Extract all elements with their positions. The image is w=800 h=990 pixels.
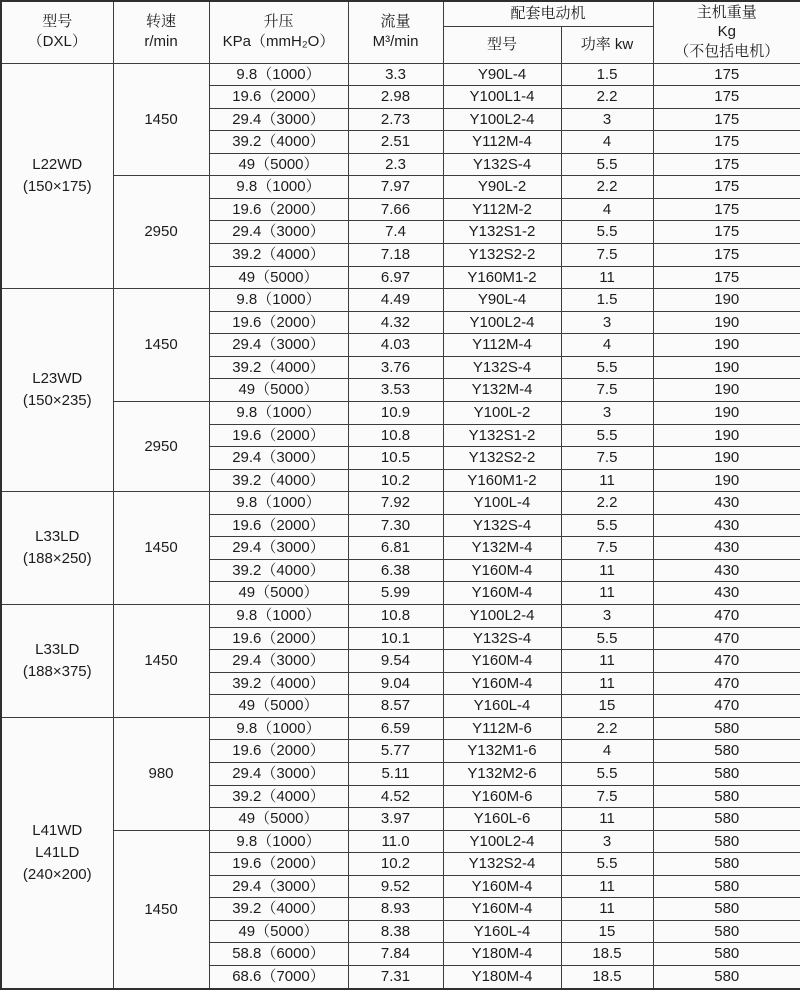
flow-cell: 10.5: [348, 447, 443, 470]
pressure-cell: 49（5000）: [209, 695, 348, 718]
motor-power-cell: 15: [561, 920, 653, 943]
motor-power-cell: 3: [561, 108, 653, 131]
header-flow: [348, 1, 443, 63]
motor-power-cell: 3: [561, 830, 653, 853]
speed-cell: 1450: [113, 605, 209, 718]
pressure-cell: 39.2（4000）: [209, 469, 348, 492]
weight-cell: 470: [653, 605, 800, 628]
motor-model-cell: Y160M-4: [443, 650, 561, 673]
flow-cell: 10.9: [348, 401, 443, 424]
motor-power-cell: 7.5: [561, 379, 653, 402]
flow-cell: 10.8: [348, 424, 443, 447]
speed-cell: 1450: [113, 830, 209, 989]
motor-model-cell: Y132S2-2: [443, 447, 561, 470]
weight-cell: 580: [653, 785, 800, 808]
weight-cell: 580: [653, 966, 800, 990]
flow-cell: 7.31: [348, 966, 443, 990]
header-model-line1: 型号: [42, 13, 73, 31]
weight-cell: 580: [653, 943, 800, 966]
motor-model-cell: Y132M-4: [443, 537, 561, 560]
flow-cell: 6.38: [348, 559, 443, 582]
flow-cell: 3.76: [348, 356, 443, 379]
model-line: (150×175): [22, 177, 92, 195]
table-row: [1, 605, 800, 628]
weight-cell: 470: [653, 650, 800, 673]
pressure-cell: 29.4（3000）: [209, 875, 348, 898]
flow-cell: 4.52: [348, 785, 443, 808]
header-motor-power: 功率 kw: [561, 26, 653, 63]
model-cell: [1, 289, 113, 492]
pressure-cell: 19.6（2000）: [209, 198, 348, 221]
weight-cell: 580: [653, 762, 800, 785]
motor-model-cell: Y180M-4: [443, 966, 561, 990]
motor-model-cell: Y132S-4: [443, 514, 561, 537]
motor-model-cell: Y112M-4: [443, 334, 561, 357]
motor-model-cell: Y160M-4: [443, 672, 561, 695]
motor-power-cell: 11: [561, 650, 653, 673]
header-speed: [113, 1, 209, 63]
model-line: L33LD: [35, 641, 80, 659]
table-row: [1, 63, 800, 86]
motor-power-cell: 4: [561, 198, 653, 221]
weight-cell: 175: [653, 221, 800, 244]
pressure-cell: 9.8（1000）: [209, 492, 348, 515]
flow-cell: 5.99: [348, 582, 443, 605]
motor-power-cell: 1.5: [561, 289, 653, 312]
pressure-cell: 49（5000）: [209, 808, 348, 831]
pressure-cell: 29.4（3000）: [209, 334, 348, 357]
motor-power-cell: 5.5: [561, 762, 653, 785]
pressure-cell: 49（5000）: [209, 379, 348, 402]
flow-cell: 10.1: [348, 627, 443, 650]
pressure-cell: 49（5000）: [209, 920, 348, 943]
pressure-cell: 29.4（3000）: [209, 537, 348, 560]
flow-cell: 9.04: [348, 672, 443, 695]
weight-cell: 470: [653, 672, 800, 695]
flow-cell: 8.57: [348, 695, 443, 718]
model-cell: [1, 717, 113, 989]
pressure-cell: 19.6（2000）: [209, 853, 348, 876]
motor-model-cell: Y160L-4: [443, 920, 561, 943]
flow-cell: 3.97: [348, 808, 443, 831]
pressure-cell: 29.4（3000）: [209, 108, 348, 131]
motor-power-cell: 1.5: [561, 63, 653, 86]
motor-power-cell: 5.5: [561, 627, 653, 650]
speed-cell: 2950: [113, 401, 209, 491]
weight-cell: 175: [653, 63, 800, 86]
table-row: [1, 176, 800, 199]
flow-cell: 4.49: [348, 289, 443, 312]
weight-cell: 580: [653, 898, 800, 921]
motor-power-cell: 5.5: [561, 424, 653, 447]
flow-cell: 7.18: [348, 244, 443, 267]
table-row: [1, 717, 800, 740]
motor-model-cell: Y180M-4: [443, 943, 561, 966]
table-row: [1, 289, 800, 312]
model-line: L33LD: [35, 528, 80, 546]
motor-model-cell: Y112M-6: [443, 717, 561, 740]
motor-model-cell: Y112M-2: [443, 198, 561, 221]
header-motor-group: 配套电动机: [443, 1, 653, 26]
weight-cell: 580: [653, 808, 800, 831]
weight-cell: 175: [653, 153, 800, 176]
weight-cell: 190: [653, 334, 800, 357]
motor-model-cell: Y132M2-6: [443, 762, 561, 785]
weight-cell: 470: [653, 627, 800, 650]
pressure-cell: 68.6（7000）: [209, 966, 348, 990]
pressure-cell: 39.2（4000）: [209, 131, 348, 154]
pressure-cell: 9.8（1000）: [209, 63, 348, 86]
motor-model-cell: Y160M-6: [443, 785, 561, 808]
pressure-cell: 29.4（3000）: [209, 762, 348, 785]
motor-model-cell: Y132M1-6: [443, 740, 561, 763]
motor-power-cell: 2.2: [561, 717, 653, 740]
pressure-cell: 49（5000）: [209, 582, 348, 605]
flow-cell: 4.03: [348, 334, 443, 357]
header-pressure-line1: 升压: [263, 13, 294, 31]
header-flow-line1: 流量: [380, 13, 411, 31]
motor-model-cell: Y160M1-2: [443, 469, 561, 492]
model-cell: [1, 605, 113, 718]
motor-power-cell: 7.5: [561, 537, 653, 560]
flow-cell: 5.77: [348, 740, 443, 763]
motor-model-cell: Y132S-4: [443, 627, 561, 650]
motor-model-cell: Y90L-4: [443, 289, 561, 312]
motor-model-cell: Y112M-4: [443, 131, 561, 154]
motor-power-cell: 3: [561, 401, 653, 424]
weight-cell: 580: [653, 740, 800, 763]
weight-cell: 190: [653, 311, 800, 334]
motor-model-cell: Y132S2-4: [443, 853, 561, 876]
pressure-cell: 9.8（1000）: [209, 830, 348, 853]
motor-power-cell: 4: [561, 740, 653, 763]
table-row: [1, 830, 800, 853]
motor-model-cell: Y100L-2: [443, 401, 561, 424]
pressure-cell: 9.8（1000）: [209, 401, 348, 424]
flow-cell: 4.32: [348, 311, 443, 334]
header-model-line2: （DXL）: [27, 33, 87, 51]
weight-cell: 190: [653, 289, 800, 312]
flow-cell: 10.2: [348, 853, 443, 876]
motor-power-cell: 11: [561, 582, 653, 605]
weight-cell: 190: [653, 469, 800, 492]
pressure-cell: 9.8（1000）: [209, 605, 348, 628]
motor-power-cell: 2.2: [561, 492, 653, 515]
flow-cell: 8.93: [348, 898, 443, 921]
motor-power-cell: 11: [561, 559, 653, 582]
model-line: L23WD: [32, 370, 83, 388]
weight-cell: 190: [653, 379, 800, 402]
weight-cell: 430: [653, 582, 800, 605]
flow-cell: 2.98: [348, 86, 443, 109]
motor-model-cell: Y90L-4: [443, 63, 561, 86]
motor-model-cell: Y160M-4: [443, 898, 561, 921]
motor-power-cell: 2.2: [561, 176, 653, 199]
motor-model-cell: Y132S1-2: [443, 424, 561, 447]
motor-power-cell: 4: [561, 334, 653, 357]
header-row-top: [1, 1, 800, 26]
weight-cell: 175: [653, 131, 800, 154]
weight-cell: 190: [653, 401, 800, 424]
flow-cell: 7.66: [348, 198, 443, 221]
motor-model-cell: Y132S1-2: [443, 221, 561, 244]
flow-cell: 3.53: [348, 379, 443, 402]
motor-power-cell: 18.5: [561, 966, 653, 990]
weight-cell: 175: [653, 86, 800, 109]
model-cell: [1, 63, 113, 289]
motor-model-cell: Y160M-4: [443, 582, 561, 605]
model-cell: [1, 492, 113, 605]
weight-cell: 430: [653, 537, 800, 560]
pressure-cell: 19.6（2000）: [209, 514, 348, 537]
weight-cell: 190: [653, 424, 800, 447]
header-model: [1, 1, 113, 63]
motor-model-cell: Y100L2-4: [443, 830, 561, 853]
flow-cell: 5.11: [348, 762, 443, 785]
flow-cell: 7.97: [348, 176, 443, 199]
pressure-cell: 29.4（3000）: [209, 221, 348, 244]
weight-cell: 430: [653, 492, 800, 515]
motor-model-cell: Y132M-4: [443, 379, 561, 402]
motor-model-cell: Y160L-6: [443, 808, 561, 831]
flow-cell: 9.52: [348, 875, 443, 898]
pressure-cell: 49（5000）: [209, 266, 348, 289]
weight-cell: 430: [653, 559, 800, 582]
motor-power-cell: 11: [561, 469, 653, 492]
pressure-cell: 39.2（4000）: [209, 559, 348, 582]
flow-cell: 6.59: [348, 717, 443, 740]
flow-cell: 7.84: [348, 943, 443, 966]
motor-power-cell: 11: [561, 672, 653, 695]
flow-cell: 10.2: [348, 469, 443, 492]
motor-model-cell: Y100L-4: [443, 492, 561, 515]
flow-cell: 11.0: [348, 830, 443, 853]
motor-model-cell: Y160L-4: [443, 695, 561, 718]
motor-model-cell: Y100L2-4: [443, 605, 561, 628]
motor-power-cell: 7.5: [561, 447, 653, 470]
pressure-cell: 58.8（6000）: [209, 943, 348, 966]
motor-model-cell: Y132S-4: [443, 153, 561, 176]
motor-power-cell: 3: [561, 311, 653, 334]
header-speed-line2: r/min: [144, 33, 178, 51]
speed-cell: 1450: [113, 289, 209, 402]
motor-power-cell: 4: [561, 131, 653, 154]
pressure-cell: 9.8（1000）: [209, 289, 348, 312]
header-weight-line1: 主机重量: [696, 3, 757, 21]
table-header: [1, 1, 800, 63]
model-line: (188×375): [22, 662, 92, 680]
pressure-cell: 19.6（2000）: [209, 86, 348, 109]
motor-power-cell: 15: [561, 695, 653, 718]
speed-cell: 1450: [113, 63, 209, 176]
motor-model-cell: Y100L1-4: [443, 86, 561, 109]
motor-power-cell: 5.5: [561, 153, 653, 176]
weight-cell: 175: [653, 266, 800, 289]
weight-cell: 175: [653, 108, 800, 131]
motor-power-cell: 11: [561, 266, 653, 289]
weight-cell: 175: [653, 176, 800, 199]
pressure-cell: 39.2（4000）: [209, 244, 348, 267]
weight-cell: 190: [653, 447, 800, 470]
header-pressure: [209, 1, 348, 63]
table-row: [1, 492, 800, 515]
model-line: (188×250): [22, 550, 92, 568]
flow-cell: 6.81: [348, 537, 443, 560]
motor-power-cell: 5.5: [561, 221, 653, 244]
weight-cell: 430: [653, 514, 800, 537]
motor-model-cell: Y132S2-2: [443, 244, 561, 267]
model-line: L22WD: [32, 156, 83, 174]
motor-power-cell: 18.5: [561, 943, 653, 966]
weight-cell: 580: [653, 717, 800, 740]
weight-cell: 175: [653, 198, 800, 221]
header-speed-line1: 转速: [145, 13, 176, 31]
motor-power-cell: 11: [561, 898, 653, 921]
weight-cell: 580: [653, 875, 800, 898]
weight-cell: 175: [653, 244, 800, 267]
flow-cell: 7.30: [348, 514, 443, 537]
motor-model-cell: Y90L-2: [443, 176, 561, 199]
weight-cell: 470: [653, 695, 800, 718]
pressure-cell: 39.2（4000）: [209, 898, 348, 921]
header-flow-line2: M³/min: [372, 33, 419, 51]
motor-model-cell: Y160M-4: [443, 559, 561, 582]
weight-cell: 190: [653, 356, 800, 379]
flow-cell: 2.51: [348, 131, 443, 154]
motor-power-cell: 3: [561, 605, 653, 628]
motor-model-cell: Y100L2-4: [443, 311, 561, 334]
header-motor-model: 型号: [443, 26, 561, 63]
flow-cell: 9.54: [348, 650, 443, 673]
flow-cell: 3.3: [348, 63, 443, 86]
speed-cell: 1450: [113, 492, 209, 605]
speed-cell: 2950: [113, 176, 209, 289]
table-body: [1, 63, 800, 989]
pressure-cell: 9.8（1000）: [209, 176, 348, 199]
model-line: (240×200): [22, 865, 92, 883]
motor-power-cell: 11: [561, 875, 653, 898]
motor-power-cell: 5.5: [561, 514, 653, 537]
motor-model-cell: Y132S-4: [443, 356, 561, 379]
motor-model-cell: Y100L2-4: [443, 108, 561, 131]
flow-cell: 8.38: [348, 920, 443, 943]
motor-power-cell: 5.5: [561, 356, 653, 379]
pressure-cell: 19.6（2000）: [209, 311, 348, 334]
flow-cell: 2.73: [348, 108, 443, 131]
model-line: L41LD: [35, 844, 80, 862]
pressure-cell: 19.6（2000）: [209, 627, 348, 650]
header-weight-line2: Kg: [717, 23, 736, 41]
motor-power-cell: 7.5: [561, 244, 653, 267]
flow-cell: 7.4: [348, 221, 443, 244]
flow-cell: 7.92: [348, 492, 443, 515]
pressure-cell: 39.2（4000）: [209, 785, 348, 808]
motor-power-cell: 2.2: [561, 86, 653, 109]
motor-model-cell: Y160M-4: [443, 875, 561, 898]
flow-cell: 6.97: [348, 266, 443, 289]
weight-cell: 580: [653, 830, 800, 853]
header-weight: [653, 1, 800, 63]
flow-cell: 10.8: [348, 605, 443, 628]
model-line: (150×235): [22, 392, 92, 410]
pressure-cell: 39.2（4000）: [209, 356, 348, 379]
motor-power-cell: 11: [561, 808, 653, 831]
model-line: L41WD: [32, 822, 83, 840]
weight-cell: 580: [653, 920, 800, 943]
pressure-cell: 29.4（3000）: [209, 447, 348, 470]
motor-model-cell: Y160M1-2: [443, 266, 561, 289]
flow-cell: 2.3: [348, 153, 443, 176]
weight-cell: 580: [653, 853, 800, 876]
header-pressure-line2: KPa（mmH₂O）: [222, 33, 335, 51]
pressure-cell: 49（5000）: [209, 153, 348, 176]
pressure-cell: 9.8（1000）: [209, 717, 348, 740]
motor-power-cell: 5.5: [561, 853, 653, 876]
pressure-cell: 39.2（4000）: [209, 672, 348, 695]
motor-power-cell: 7.5: [561, 785, 653, 808]
header-weight-line3: （不包括电机）: [674, 43, 780, 61]
pressure-cell: 29.4（3000）: [209, 650, 348, 673]
pressure-cell: 19.6（2000）: [209, 424, 348, 447]
speed-cell: 980: [113, 717, 209, 830]
pressure-cell: 19.6（2000）: [209, 740, 348, 763]
table-row: [1, 401, 800, 424]
